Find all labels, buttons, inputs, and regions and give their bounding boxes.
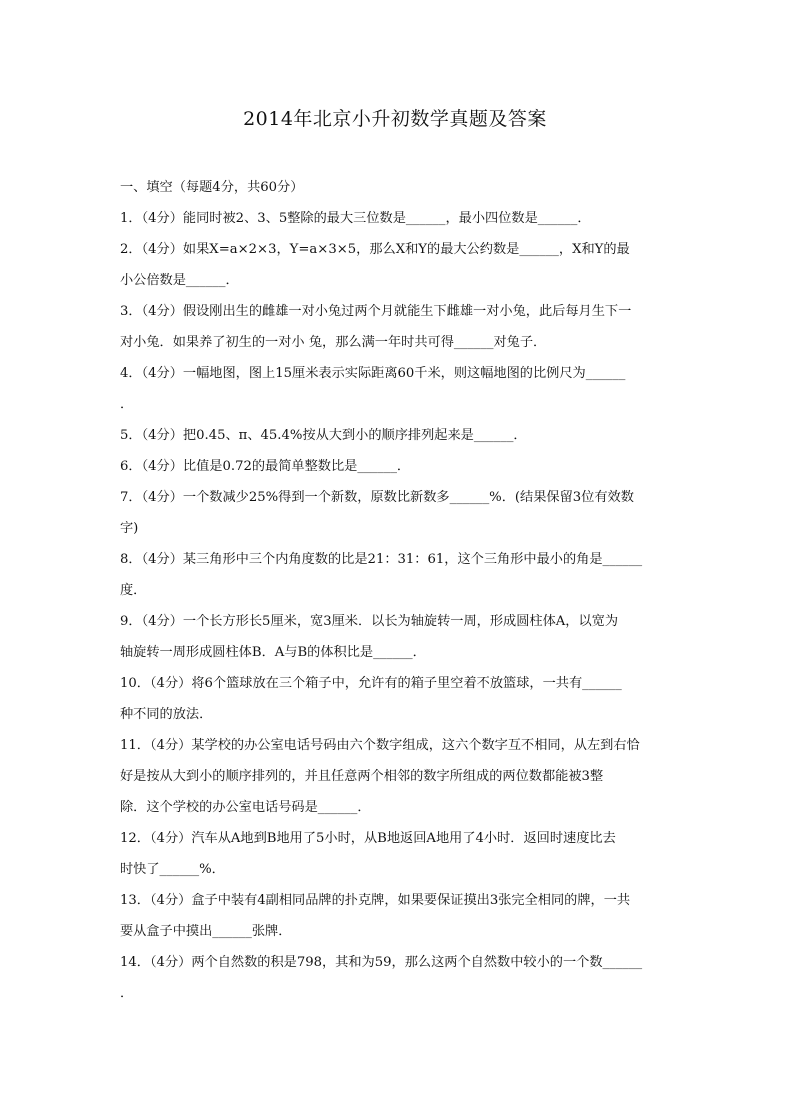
question-13-line-2: 要从盒子中摸出______张牌．	[120, 924, 292, 939]
question-12-line-2: 时快了______%．	[120, 862, 225, 877]
section-header: 一、填空（每题4分，共60分）	[120, 180, 304, 195]
question-5-line-1: 5．（4分）把0.45、π、45.4%按从大到小的顺序排列起来是______．	[120, 428, 527, 443]
question-1-line-1: 1．（4分）能同时被2、3、5整除的最大三位数是______，最小四位数是______．	[120, 211, 591, 226]
question-14-line-2: ．	[120, 986, 134, 1001]
page-title: 2014年北京小升初数学真题及答案	[243, 108, 547, 130]
question-11-line-1: 11．（4分）某学校的办公室电话号码由六个数字组成，这六个数字互不相同，从左到右恰	[120, 738, 640, 753]
question-14-line-1: 14．（4分）两个自然数的积是798，其和为59，那么这两个自然数中较小的一个数______	[120, 955, 643, 970]
question-body	[120, 172, 675, 1009]
question-9-line-2: 轴旋转一周形成圆柱体B．A与B的体积比是______．	[120, 645, 426, 660]
question-7-line-1: 7．（4分）一个数减少25%得到一个新数，原数比新数多______%．(结果保留3位有效数	[120, 490, 634, 505]
question-10-line-2: 种不同的放法．	[120, 707, 213, 722]
question-4-line-1: 4．（4分）一幅地图，图上15厘米表示实际距离60千米，则这幅地图的比例尺为______	[120, 366, 626, 381]
question-11-line-3: 除．这个学校的办公室电话号码是______．	[120, 800, 371, 815]
question-7-line-2: 字)	[120, 521, 139, 536]
question-8-line-2: 度．	[120, 583, 147, 598]
question-3-line-2: 对小兔．如果养了初生的一对小 兔，那么满一年时共可得______对兔子．	[120, 335, 547, 350]
question-13-line-1: 13．（4分）盒子中装有4副相同品牌的扑克牌，如果要保证摸出3张完全相同的牌，一共	[120, 893, 631, 908]
question-2-line-2: 小公倍数是______．	[120, 273, 239, 288]
question-8-line-1: 8．（4分）某三角形中三个内角度数的比是21：31：61，这个三角形中最小的角是______	[120, 552, 643, 567]
question-3-line-1: 3．（4分）假设刚出生的雌雄一对小兔过两个月就能生下雌雄一对小兔，此后每月生下一	[120, 304, 632, 319]
question-12-line-1: 12．（4分）汽车从A地到B地用了5小时，从B地返回A地用了4小时．返回时速度比去	[120, 831, 616, 846]
question-11-line-2: 好是按从大到小的顺序排列的，并且任意两个相邻的数字所组成的两位数都能被3整	[120, 769, 604, 784]
question-4-line-2: ．	[120, 397, 134, 412]
question-2-line-1: 2．（4分）如果X=a×2×3，Y=a×3×5，那么X和Y的最大公约数是______，X和Y的最	[120, 242, 630, 257]
question-10-line-1: 10．（4分）将6个篮球放在三个箱子中，允许有的箱子里空着不放篮球，一共有______	[120, 676, 622, 691]
question-6-line-1: 6．（4分）比值是0.72的最简单整数比是______．	[120, 459, 411, 474]
question-9-line-1: 9．（4分）一个长方形长5厘米，宽3厘米．以长为轴旋转一周，形成圆柱体A，以宽为	[120, 614, 619, 629]
